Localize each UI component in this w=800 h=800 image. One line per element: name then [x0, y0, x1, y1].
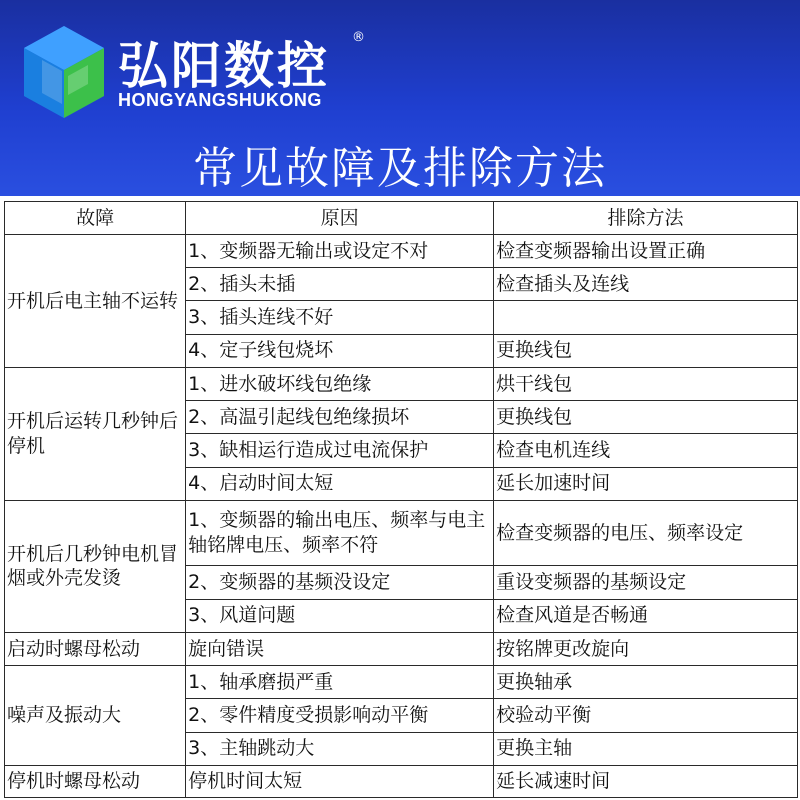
registered-mark: ® [352, 30, 365, 45]
remedy-cell: 检查电机连线 [494, 434, 798, 467]
remedy-cell: 更换主轴 [494, 732, 798, 765]
remedy-cell: 检查变频器输出设置正确 [494, 235, 798, 268]
page-title: 常见故障及排除方法 [193, 143, 607, 194]
cause-cell: 1、轴承磨损严重 [186, 666, 494, 699]
cause-cell: 3、缺相运行造成过电流保护 [186, 434, 494, 467]
cause-cell: 2、高温引起线包绝缘损坏 [186, 401, 494, 434]
fault-cell: 启动时螺母松动 [5, 632, 186, 665]
cause-cell: 2、插头未插 [186, 268, 494, 301]
remedy-cell: 更换线包 [494, 334, 798, 367]
fault-cell: 开机后几秒钟电机冒烟或外壳发烫 [5, 500, 186, 632]
fault-cell: 开机后电主轴不运转 [5, 235, 186, 368]
remedy-cell: 延长减速时间 [494, 765, 798, 797]
cause-cell: 4、启动时间太短 [186, 467, 494, 500]
remedy-cell: 更换轴承 [494, 666, 798, 699]
cause-cell: 1、进水破坏线包绝缘 [186, 367, 494, 400]
table-header-row [5, 202, 798, 235]
remedy-cell: 重设变频器的基频设定 [494, 566, 798, 599]
cause-cell: 1、变频器的输出电压、频率与电主轴铭牌电压、频率不符 [186, 500, 494, 565]
cause-cell: 4、定子线包烧坏 [186, 334, 494, 367]
brand-name-en: HONGYANGSHUKONG [118, 90, 322, 110]
fault-cell: 开机后运转几秒钟后停机 [5, 367, 186, 500]
cause-cell: 1、变频器无输出或设定不对 [186, 235, 494, 268]
cause-cell: 2、零件精度受损影响动平衡 [186, 699, 494, 732]
remedy-cell: 检查插头及连线 [494, 268, 798, 301]
remedy-cell [494, 301, 798, 334]
fault-table-container [4, 201, 798, 798]
table-row [5, 500, 798, 565]
remedy-cell: 校验动平衡 [494, 699, 798, 732]
header-fault: 故障 [5, 202, 186, 235]
table-row [5, 235, 798, 268]
remedy-cell: 按铭牌更改旋向 [494, 632, 798, 665]
cause-cell: 3、风道问题 [186, 599, 494, 632]
header-cause: 原因 [186, 202, 494, 235]
remedy-cell: 检查风道是否畅通 [494, 599, 798, 632]
cause-cell: 2、变频器的基频没设定 [186, 566, 494, 599]
brand-name-cn: 弘阳数控 [118, 37, 330, 95]
remedy-cell: 检查变频器的电压、频率设定 [494, 500, 798, 565]
header-remedy: 排除方法 [494, 202, 798, 235]
table-row [5, 367, 798, 400]
table-row [5, 632, 798, 665]
cause-cell: 停机时间太短 [186, 765, 494, 797]
table-row [5, 765, 798, 797]
remedy-cell: 延长加速时间 [494, 467, 798, 500]
fault-table [4, 201, 798, 798]
fault-cell: 停机时螺母松动 [5, 765, 186, 797]
cause-cell: 旋向错误 [186, 632, 494, 665]
hexagon-cube-logo-icon [22, 24, 106, 120]
cause-cell: 3、主轴跳动大 [186, 732, 494, 765]
table-row [5, 666, 798, 699]
fault-cell: 噪声及振动大 [5, 666, 186, 766]
cause-cell: 3、插头连线不好 [186, 301, 494, 334]
remedy-cell: 更换线包 [494, 401, 798, 434]
remedy-cell: 烘干线包 [494, 367, 798, 400]
header-banner [0, 0, 800, 196]
